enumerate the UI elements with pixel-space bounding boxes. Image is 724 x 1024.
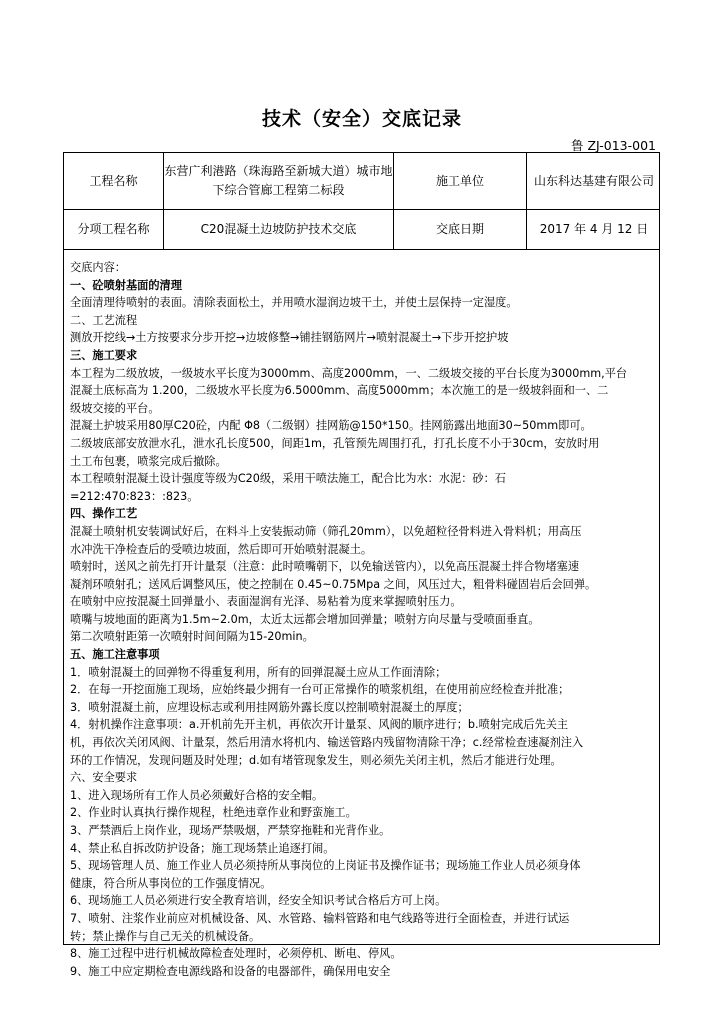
section-2-title: 二、工艺流程 (70, 313, 138, 327)
disclosure-content (70, 259, 653, 980)
unit-value: 山东科达基建有限公司 (533, 173, 654, 188)
section-3-line: =212:470:823：:823。 (70, 489, 199, 503)
section-6-line: 7、喷射、注浆作业前应对机械设备、风、水管路、输料管路和电气线路等进行全面检查，并进行试运 (70, 911, 570, 925)
section-6-line: 3、严禁酒后上岗作业，现场严禁吸烟，严禁穿拖鞋和光背作业。 (70, 824, 391, 837)
section-6-line: 8、施工过程中进行机械故障检查处理时，必须停机、断电、停风。 (70, 947, 402, 961)
table-row-subproject (64, 210, 659, 250)
section-4-line: 喷射时，送风之前先打开计量泵（注意：此时喷嘴朝下，以免输送管内），以免高压混凝土拌合物堵塞速 (70, 560, 580, 574)
section-3-line: 本工程喷射混凝土设计强度等级为C20级，采用干喷法施工，配合比为水：水泥：砂：石 (70, 472, 506, 486)
section-6-line: 6、现场施工人员必须进行安全教育培训，经安全知识考试合格后方可上岗。 (70, 894, 447, 908)
section-5-line: 3．喷射混凝土前，应埋设标志或利用挂网筋外露长度以控制喷射混凝土的厚度； (70, 700, 469, 714)
section-4-line: 混凝土喷射机安装调试好后，在料斗上安装振动筛（筛孔20mm），以免超粒径骨料进入骨料机；用高压 (70, 524, 582, 538)
section-5-line: 4．射机操作注意事项：a.开机前先开主机，再依次开计量泵、风阀的顺序进行；b.喷射完成后先关主 (70, 718, 569, 732)
section-6-line: 9、施工中应定期检查电源线路和设备的电器部件，确保用电安全 (70, 964, 391, 978)
section-4-line: 凝剂环喷射孔；送风后调整风压，使之控制在 0.45~0.75Mpa 之间，风压过大，粗骨料碰固岩后会回弹。 (70, 577, 597, 591)
section-5-line: 2．在每一开挖面施工现场，应始终最少拥有一台可正常操作的喷浆机组，在使用前应经检查并批准； (70, 683, 570, 697)
table-row-project (64, 153, 659, 210)
section-5-title: 五、施工注意事项 (70, 648, 160, 662)
section-1-title: 一、砼喷射基面的清理 (70, 278, 182, 292)
section-5-line: 1．喷射混凝土的回弹物不得重复利用，所有的回弹混凝土应从工作面清除； (70, 665, 447, 679)
section-5-line: 机，再依次关闭风阀、计量泵，然后用清水将机内、输送管路内残留物清除干净；c.经常检查速凝剂注入 (70, 736, 584, 750)
section-6-line: 1、进入现场所有工作人员必须戴好合格的安全帽。 (70, 788, 324, 802)
content-intro: 交底内容： (70, 261, 126, 274)
section-3-line: 混凝土底标高为 1.200，二级坡水平长度为6.5000mm、高度5000mm；本次施工的是一级坡斜面和一、二 (70, 384, 609, 398)
section-2-text: 测放开挖线→土方按要求分步开挖→边坡修整→铺挂钢筋网片→喷射混凝土→下步开挖护坡 (70, 331, 509, 345)
section-6-line: 转；禁止操作与自己无关的机械设备。 (70, 929, 261, 943)
section-3-title: 三、施工要求 (70, 348, 138, 362)
project-label: 工程名称 (64, 153, 164, 209)
section-4-line: 在喷射中应按混凝土回弹量小、表面湿润有光泽、易粘着为度来掌握喷射压力。 (70, 595, 462, 609)
section-3-line: 土工布包裹，喷浆完成后撤除。 (70, 454, 227, 468)
subproject-value: C20混凝土边坡防护技术交底 (164, 210, 394, 249)
document-title: 技术（安全）交底记录 (261, 108, 462, 130)
section-6-line: 健康，符合所从事岗位的工作强度情况。 (70, 876, 272, 890)
project-name (164, 153, 394, 209)
section-4-title: 四、操作工艺 (70, 507, 138, 521)
section-3-line: 混凝土护坡采用80厚C20砼，内配 Φ8（二级钢）挂网筋@150*150。挂网筋露出地面30~50mm即可。 (70, 419, 592, 433)
date-label: 交底日期 (394, 210, 527, 249)
date-value: 2017 年 4 月 12 日 (539, 222, 649, 236)
section-5-line: 环的工作情况，发现问题及时处理；d.如有堵管现象发生，则必须先关闭主机，然后才能进行处理。 (70, 753, 562, 767)
section-1-text: 全面清理待喷射的表面。清除表面松土，并用喷水湿润边坡干土，并使土层保持一定湿度。 (70, 296, 518, 310)
section-6-title: 六、安全要求 (70, 771, 138, 785)
section-3-line: 级坡交接的平台。 (70, 401, 160, 415)
section-3-line: 本工程为二级放坡，一级坡水平长度为3000mm、高度2000mm，一、二级坡交接的平台长度为3000mm,平台 (70, 366, 628, 380)
section-6-line: 4、禁止私自拆改防护设备；施工现场禁止追逐打闹。 (70, 841, 335, 855)
document-number: 鲁 ZJ-013-001 (570, 138, 656, 153)
section-4-line: 第二次喷射距第一次喷射时间间隔为15-20min。 (70, 630, 314, 644)
project-name-line-2: 下综合管廊工程第二标段 (212, 183, 345, 197)
section-6-line: 2、作业时认真执行操作规程，杜绝违章作业和野蛮施工。 (70, 806, 357, 820)
section-4-line: 水冲洗干净检查后的受喷边坡面，然后即可开始喷射混凝土。 (70, 542, 373, 556)
section-3-line: 二级坡底部安放泄水孔，泄水孔长度500，间距1m，孔管预先周围打孔，打孔长度不小于30cm，安放时用 (70, 436, 600, 450)
subproject-label: 分项工程名称 (64, 210, 164, 249)
section-6-line: 5、现场管理人员、施工作业人员必须持所从事岗位的上岗证书及操作证书；现场施工作业人员必须身体 (70, 859, 581, 873)
section-4-line: 喷嘴与坡地面的距离为1.5m~2.0m，太近太远都会增加回弹量；喷射方向尽量与受喷面垂直。 (70, 612, 540, 626)
project-name-line-1: 东营广利港路（珠海路至新城大道）城市地 (164, 164, 393, 178)
unit-label: 施工单位 (394, 153, 527, 209)
disclosure-table (63, 152, 660, 978)
